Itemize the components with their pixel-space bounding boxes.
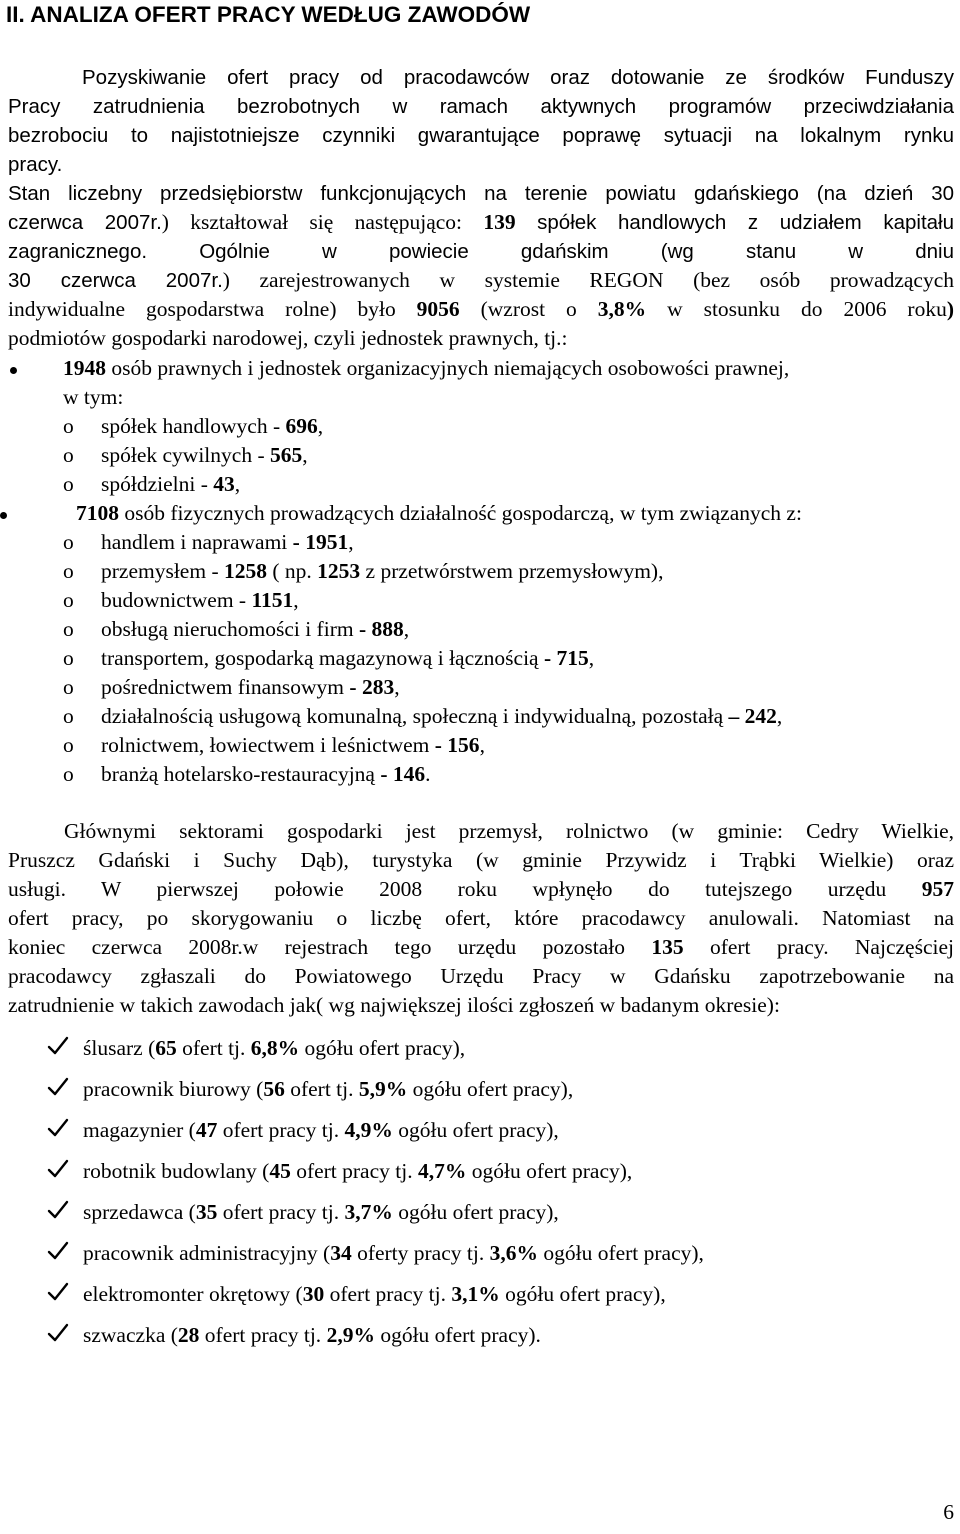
sub-bullet-marker: o <box>63 443 74 467</box>
sub-item-tail: , <box>394 675 400 699</box>
section-heading: II. ANALIZA OFERT PRACY WEDŁUG ZAWODÓW <box>6 2 531 27</box>
checkmark-icon <box>47 1199 83 1228</box>
occupation-mid: ofert pracy tj. <box>217 1118 345 1142</box>
occupation-item <box>47 1280 666 1309</box>
sub-item-count: – 242 <box>728 704 777 728</box>
checkmark-icon <box>47 1117 83 1146</box>
intro-line-2: Pracy zatrudnienia bezrobotnych w ramach aktywnych programów przeciwdziałania <box>8 95 954 118</box>
occupation-name: pracownik administracyjny ( <box>83 1241 331 1265</box>
occupation-percent: 3,6% <box>489 1241 538 1265</box>
sub-item-count: 43 <box>213 472 235 496</box>
stats-line-3: zagranicznego. Ogólnie w powiecie gdańskim (wg stanu w dniu <box>8 240 954 263</box>
occupation-mid: ofert pracy tj. <box>217 1200 345 1224</box>
occupation-item <box>47 1157 632 1186</box>
sectors-line-2: Pruszcz Gdański i Suchy Dąb), turystyka (w gminie Przywidz i Trąbki Wielkie) oraz <box>8 848 954 872</box>
bullet-dot <box>10 367 17 374</box>
occupation-item <box>47 1321 541 1350</box>
stats-line-2: czerwca 2007r.) kształtował się następująco: 139 spółek handlowych z udziałem kapitału <box>8 210 955 234</box>
occupation-mid: ofert tj. <box>284 1077 359 1101</box>
occupation-count: 45 <box>269 1159 291 1183</box>
checkmark-icon <box>47 1281 83 1310</box>
occupation-name: sprzedawca ( <box>83 1200 196 1224</box>
occupation-tail: ogółu ofert pracy), <box>407 1077 574 1101</box>
sub-item-text: budownictwem - <box>101 588 252 612</box>
sub-list-item <box>63 412 323 441</box>
sub-item-tail: , <box>348 530 354 554</box>
occupation-item <box>47 1034 465 1063</box>
occupation-tail: ogółu ofert pracy), <box>392 1200 559 1224</box>
checkmark-icon <box>47 1076 83 1105</box>
occupation-tail: ogółu ofert pracy), <box>537 1241 704 1265</box>
occupation-mid: ofert pracy tj. <box>290 1159 418 1183</box>
occupation-percent: 2,9% <box>326 1323 375 1347</box>
occupation-percent: 3,1% <box>451 1282 500 1306</box>
stats-paragraph <box>8 179 954 353</box>
sectors-line-7: zatrudnienie w takich zawodach jak( wg największej ilości zgłoszeń w badanym okresie): <box>8 993 780 1017</box>
stats-line-1: Stan liczebny przedsiębiorstw funkcjonujących na terenie powiatu gdańskiego (na dzień 30 <box>8 182 954 205</box>
bullet-legal-entities: 1948 osób prawnych i jednostek organizacyjnych niemających osobowości prawnej, <box>63 356 790 380</box>
occupation-mid: ofert pracy tj. <box>324 1282 452 1306</box>
occupation-item <box>47 1198 559 1227</box>
bullet-dot <box>0 512 7 519</box>
occupation-mid: ofert tj. <box>176 1036 251 1060</box>
sub-item-text: obsługą nieruchomości i firm <box>101 617 359 641</box>
intro-paragraph <box>8 63 954 179</box>
occupation-item <box>47 1239 704 1268</box>
occupation-tail: ogółu ofert pracy). <box>374 1323 541 1347</box>
sub-item-tail: , <box>588 646 595 670</box>
sub-item-text: transportem, gospodarką magazynową i łącznością <box>101 646 544 670</box>
sub-item-count: - 715 <box>543 646 589 670</box>
intro-line-4: pracy. <box>8 153 63 176</box>
sectors-line-3: usługi. W pierwszej połowie 2008 roku wpłynęło do tutejszego urzędu 957 <box>8 877 954 901</box>
occupation-tail: ogółu ofert pracy), <box>392 1118 559 1142</box>
sub-bullet-marker: o <box>63 646 74 670</box>
sub-bullet-marker: o <box>63 472 74 496</box>
sub-list-item <box>63 470 240 499</box>
occupation-item <box>47 1075 573 1104</box>
sub-item-text: spółek cywilnych - <box>101 443 270 467</box>
occupation-mid: oferty pracy tj. <box>351 1241 490 1265</box>
occupation-count: 35 <box>195 1200 218 1224</box>
bullet-legal-entities-cont: w tym: <box>63 385 124 409</box>
occupation-name: elektromonter okrętowy ( <box>83 1282 303 1306</box>
occupation-item <box>47 1116 559 1145</box>
occupation-tail: ogółu ofert pracy), <box>499 1282 666 1306</box>
sectors-paragraph <box>8 817 954 1020</box>
sub-item-tail: . <box>425 762 431 786</box>
occupation-count: 47 <box>195 1118 218 1142</box>
sub-item-tail: ( np. <box>267 559 318 583</box>
sub-list-item <box>63 731 485 760</box>
sub-list-item <box>63 702 782 731</box>
occupation-name: pracownik biurowy ( <box>83 1077 264 1101</box>
occupation-percent: 6,8% <box>250 1036 300 1060</box>
page-number: 6 <box>943 1500 954 1524</box>
sub-item-tail: , <box>776 704 783 728</box>
sub-item-tail: , <box>234 472 241 496</box>
sub-item-count: 1151 <box>251 588 294 612</box>
sub-item-tail: , <box>317 414 324 438</box>
occupation-percent: 3,7% <box>344 1200 393 1224</box>
sub-list-item <box>63 644 594 673</box>
checkmark-icon <box>47 1035 83 1064</box>
sub-item-count: 565 <box>269 443 303 467</box>
sub-item-tail: , <box>403 617 410 641</box>
sub-item-text: pośrednictwem finansowym <box>101 675 350 699</box>
stats-line-4: 30 czerwca 2007r.) zarejestrowanych w systemie REGON (bez osób prowadzących <box>8 268 954 292</box>
sub-item-tail: , <box>302 443 308 467</box>
sub-list-item <box>63 673 400 702</box>
sub-bullet-marker: o <box>63 588 74 612</box>
sub-item-tail: , <box>293 588 299 612</box>
sub-item-tail: , <box>479 733 485 757</box>
sub-item-text: rolnictwem, łowiectwem i leśnictwem <box>101 733 435 757</box>
occupation-count: 28 <box>177 1323 200 1347</box>
intro-line-3: bezrobociu to najistotniejsze czynniki gwarantujące poprawę sytuacji na lokalnym rynku <box>8 124 954 147</box>
intro-line-1: Pozyskiwanie ofert pracy od pracodawców oraz dotowanie ze środków Funduszy <box>82 66 954 89</box>
sub-item-text: spółdzielni - <box>101 472 214 496</box>
occupation-name: robotnik budowlany ( <box>83 1159 270 1183</box>
occupation-percent: 4,7% <box>417 1159 467 1183</box>
checkmark-icon <box>47 1322 83 1351</box>
sub-item-count: 1258 <box>224 559 267 583</box>
sub-list-item <box>63 615 409 644</box>
occupation-name: magazynier ( <box>83 1118 196 1142</box>
occupation-count: 34 <box>330 1241 352 1265</box>
sub-list-item <box>63 586 299 615</box>
sub-bullet-marker: o <box>63 762 74 786</box>
sub-bullet-marker: o <box>63 617 74 641</box>
occupation-tail: ogółu ofert pracy), <box>466 1159 633 1183</box>
sub-item-text: działalnością usługową komunalną, społeczną i indywidualną, pozostałą <box>101 704 729 728</box>
occupation-tail: ogółu ofert pracy), <box>299 1036 466 1060</box>
occupation-count: 56 <box>263 1077 285 1101</box>
sub-item-count: 1253 <box>317 559 361 583</box>
sub-list-item <box>63 528 354 557</box>
occupation-percent: 4,9% <box>344 1118 393 1142</box>
bullet-natural-persons: 7108 osób fizycznych prowadzących działalność gospodarczą, w tym związanych z: <box>76 501 802 525</box>
sectors-line-1: Głównymi sektorami gospodarki jest przemysł, rolnictwo (w gminie: Cedry Wielkie, <box>64 819 954 843</box>
sub-item-count: - 146 <box>380 762 426 786</box>
sub-list-item <box>63 441 308 470</box>
sub-bullet-marker: o <box>63 530 74 554</box>
checkmark-icon <box>47 1158 83 1187</box>
checkmark-icon <box>47 1240 83 1269</box>
occupation-name: ślusarz ( <box>83 1036 156 1060</box>
sectors-line-5: koniec czerwca 2008r.w rejestrach tego urzędu pozostało 135 ofert pracy. Najczęściej <box>8 935 954 959</box>
occupation-percent: 5,9% <box>358 1077 408 1101</box>
occupation-name: szwaczka ( <box>83 1323 178 1347</box>
sub-item-text: handlem i naprawami <box>101 530 293 554</box>
sub-bullet-marker: o <box>63 559 74 583</box>
sub-item-text: spółek handlowych - <box>101 414 286 438</box>
stats-line-5: indywidualne gospodarstwa rolne) było 9056 (wzrost o 3,8% w stosunku do 2006 roku) <box>8 297 954 321</box>
sectors-line-6: pracodawcy zgłaszali do Powiatowego Urzędu Pracy w Gdańsku zapotrzebowanie na <box>8 964 954 988</box>
sub-bullet-marker: o <box>63 704 74 728</box>
sub-list-item <box>63 760 431 789</box>
sub-item-tail: z przetwórstwem przemysłowym), <box>360 559 664 583</box>
sectors-line-4: ofert pracy, po skorygowaniu o liczbę ofert, które pracodawcy anulowali. Natomiast na <box>8 906 954 930</box>
occupation-count: 65 <box>155 1036 177 1060</box>
sub-item-count: - 1951 <box>292 530 349 554</box>
sub-item-count: - 283 <box>349 675 395 699</box>
sub-item-count: - 156 <box>434 733 480 757</box>
sub-bullet-marker: o <box>63 733 74 757</box>
sub-list-item <box>63 557 663 586</box>
sub-item-text: przemysłem - <box>101 559 224 583</box>
sub-bullet-marker: o <box>63 414 74 438</box>
sub-item-count: - 888 <box>358 617 404 641</box>
stats-line-6: podmiotów gospodarki narodowej, czyli jednostek prawnych, tj.: <box>8 326 568 350</box>
sub-bullet-marker: o <box>63 675 74 699</box>
sub-item-count: 696 <box>285 414 318 438</box>
occupation-mid: ofert pracy tj. <box>199 1323 327 1347</box>
sub-item-text: branżą hotelarsko-restauracyjną <box>101 762 381 786</box>
occupation-count: 30 <box>302 1282 325 1306</box>
